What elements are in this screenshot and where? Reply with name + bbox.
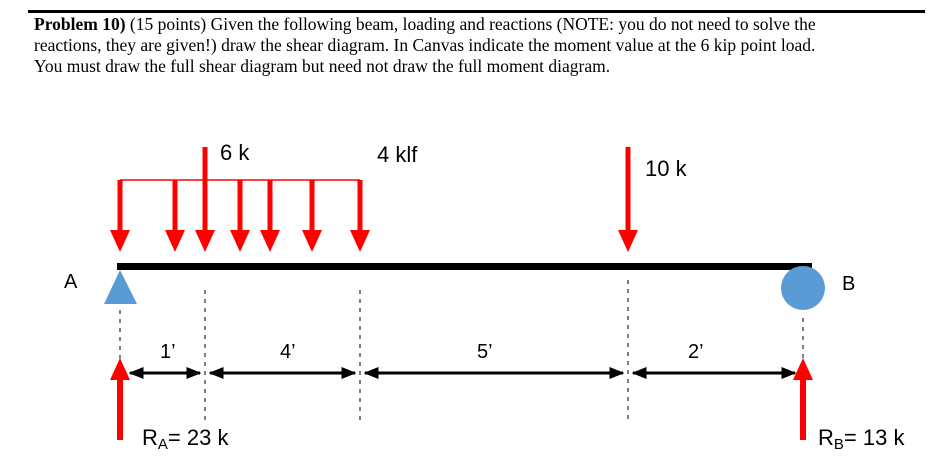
distributed-load-label: 4 klf [377, 142, 418, 167]
distributed-load-arrow [260, 180, 280, 252]
roller-support-b [781, 266, 825, 310]
distributed-load-arrow [110, 180, 130, 252]
reaction-a-value: = 23 k [167, 425, 229, 450]
reaction-b-arrow [793, 358, 813, 440]
reaction-a-prefix: R [142, 425, 158, 450]
point-load-10k-label: 10 k [645, 156, 687, 181]
distributed-load-arrow [165, 180, 185, 252]
dimension-label-1: 1’ [160, 341, 176, 363]
beam [117, 263, 812, 270]
reaction-b-label [818, 425, 905, 453]
pin-support-a [104, 270, 137, 304]
reaction-b-subscript: B [833, 436, 844, 453]
dimension-label-3: 5’ [477, 341, 493, 363]
point-load-10k-arrow [618, 147, 638, 252]
problem-line-3: You must draw the full shear diagram but need not draw the full moment diagram. [34, 56, 611, 76]
problem-line-2: reactions, they are given!) draw the shear diagram. In Canvas indicate the moment value at the 6 kip point load. [34, 35, 816, 55]
reaction-a-subscript: A [157, 436, 168, 453]
distributed-load-arrow [350, 180, 370, 252]
reaction-a-arrow [110, 358, 130, 440]
reaction-b-prefix: R [818, 425, 834, 450]
problem-heading: Problem 10) [34, 14, 126, 34]
dimension-label-4: 2’ [688, 341, 704, 363]
point-load-6k-label: 6 k [220, 140, 250, 165]
dimension-label-2: 4’ [280, 341, 296, 363]
point-load-6k-arrow [195, 147, 215, 252]
reaction-b-value: = 13 k [843, 425, 905, 450]
distributed-load [110, 180, 370, 252]
distributed-load-arrow [302, 180, 322, 252]
problem-line-1-text: (15 points) Given the following beam, loading and reactions (NOTE: you do not need to solve the [125, 14, 816, 34]
distributed-load-arrow [230, 180, 250, 252]
support-a-label: A [64, 271, 78, 293]
support-b-label: B [842, 273, 856, 295]
reaction-a-label [142, 425, 229, 453]
